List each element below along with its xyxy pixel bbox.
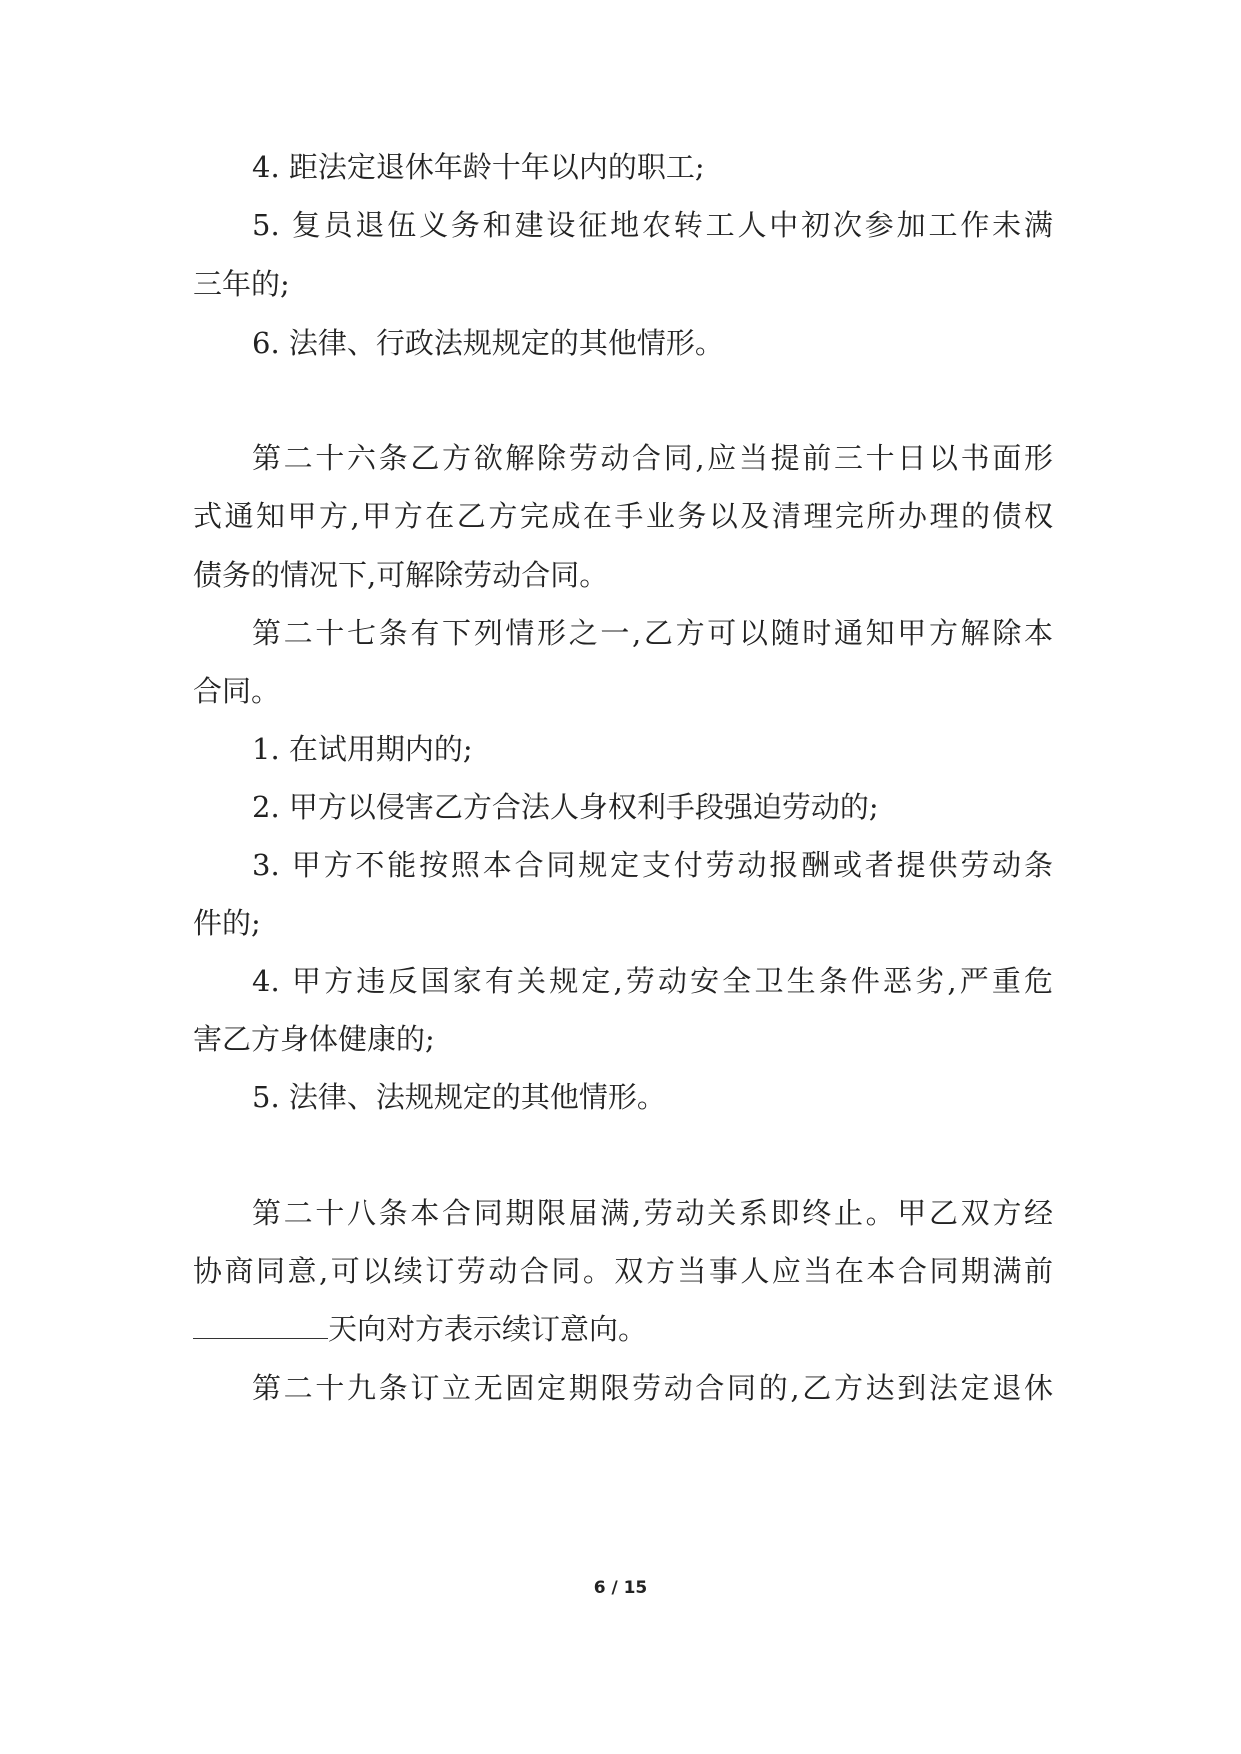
text-line: 第二十八条本合同期限届满,劳动关系即终止。甲乙双方经 xyxy=(252,1196,1053,1230)
page-number: 6 / 15 xyxy=(593,1578,648,1598)
text-line: 5. 复员退伍义务和建设征地农转工人中初次参加工作未满 xyxy=(252,208,1053,242)
text-line: 第二十六条乙方欲解除劳动合同,应当提前三十日以书面形 xyxy=(252,441,1053,475)
text-line: 3. 甲方不能按照本合同规定支付劳动报酬或者提供劳动条 xyxy=(252,848,1053,882)
text-line: 第二十七条有下列情形之一,乙方可以随时通知甲方解除本 xyxy=(252,616,1053,650)
text-line: 式通知甲方,甲方在乙方完成在手业务以及清理完所办理的债权 xyxy=(193,499,1053,533)
text-line-with-blank xyxy=(193,1309,1053,1349)
text-line: 5. 法律、法规规定的其他情形。 xyxy=(252,1080,666,1114)
text-line: 债务的情况下,可解除劳动合同。 xyxy=(193,558,609,592)
text-line: 4. 甲方违反国家有关规定,劳动安全卫生条件恶劣,严重危 xyxy=(252,964,1053,998)
text-line: 第二十九条订立无固定期限劳动合同的,乙方达到法定退休 xyxy=(252,1371,1053,1405)
text-line: 协商同意,可以续订劳动合同。双方当事人应当在本合同期满前 xyxy=(193,1254,1053,1288)
text-line: 件的; xyxy=(193,906,261,940)
text-line: 1. 在试用期内的; xyxy=(252,732,473,766)
fill-in-blank[interactable] xyxy=(193,1312,328,1339)
text-segment: 天向对方表示续订意向。 xyxy=(328,1312,648,1346)
text-line: 4. 距法定退休年龄十年以内的职工; xyxy=(252,150,705,184)
text-line: 合同。 xyxy=(193,674,281,708)
text-line: 害乙方身体健康的; xyxy=(193,1022,435,1056)
text-line: 2. 甲方以侵害乙方合法人身权利手段强迫劳动的; xyxy=(252,790,879,824)
text-line: 三年的; xyxy=(193,267,290,301)
text-line: 6. 法律、行政法规规定的其他情形。 xyxy=(252,326,724,360)
